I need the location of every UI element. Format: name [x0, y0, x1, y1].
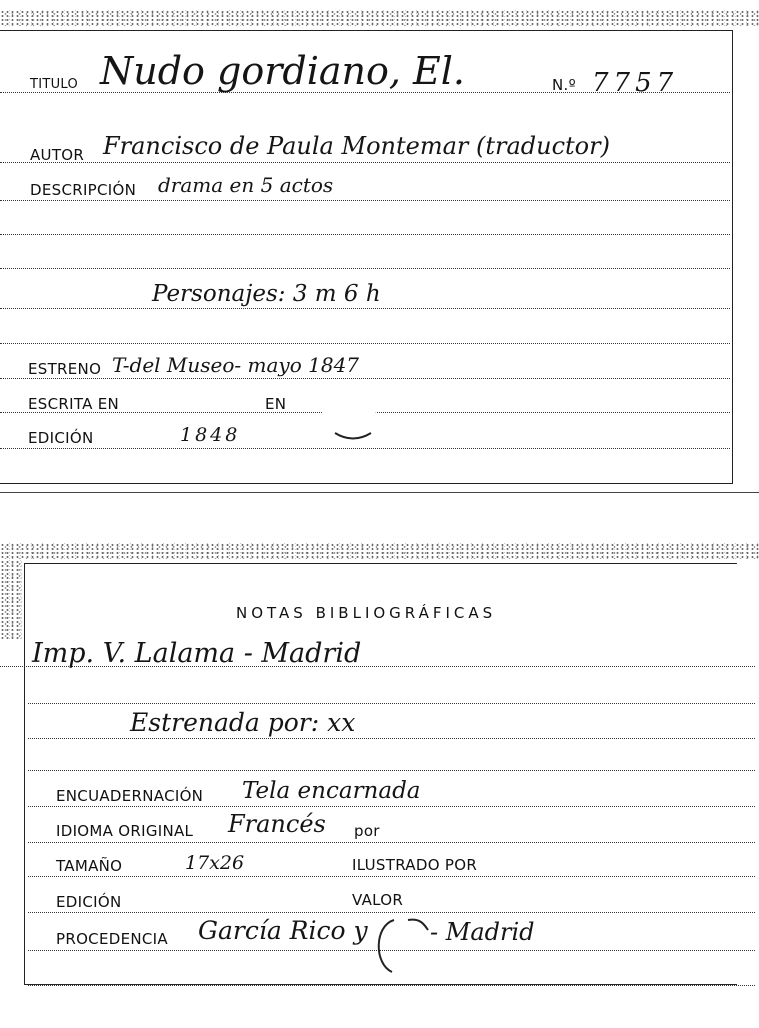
por-label: por — [354, 822, 380, 840]
idioma-value: Francés — [228, 810, 326, 838]
nota-imprenta: Imp. V. Lalama - Madrid — [32, 638, 362, 669]
encuadernacion-label: ENCUADERNACIÓN — [56, 787, 204, 805]
descripcion-value: drama en 5 actos — [158, 173, 334, 197]
scan-noise-top — [0, 10, 759, 26]
tilde-mark — [333, 428, 373, 442]
edicion-value: 1848 — [180, 424, 241, 446]
tamano-value: 17x26 — [185, 852, 245, 874]
autor-label: AUTOR — [30, 146, 85, 164]
idioma-label: IDIOMA ORIGINAL — [56, 822, 194, 840]
personajes-value: Personajes: 3 m 6 h — [152, 281, 381, 307]
encuadernacion-value: Tela encarnada — [242, 778, 421, 804]
dotted-line — [0, 378, 730, 379]
dotted-line — [0, 448, 730, 449]
dotted-line — [0, 234, 730, 235]
titulo-label: TITULO — [30, 77, 79, 92]
dotted-line — [28, 770, 755, 771]
titulo-value: Nudo gordiano, El. — [100, 49, 465, 93]
dotted-line — [0, 162, 730, 163]
dotted-line — [28, 806, 755, 807]
ilustrado-label: ILUSTRADO POR — [352, 856, 478, 874]
edicion-label: EDICIÓN — [28, 429, 94, 447]
dotted-line — [28, 842, 755, 843]
estreno-label: ESTRENO — [28, 360, 102, 378]
dotted-line — [0, 268, 730, 269]
autor-value: Francisco de Paula Montemar (traductor) — [103, 132, 610, 160]
numero-label: N.º — [552, 76, 576, 94]
numero-value: 7757 — [592, 68, 679, 98]
dotted-line — [28, 738, 755, 739]
dotted-line — [28, 985, 755, 986]
scan-noise-left — [0, 560, 22, 640]
procedencia-value: García Rico y — [198, 916, 368, 945]
card-separator — [0, 492, 759, 493]
paper-blot — [318, 390, 380, 420]
dotted-line — [0, 200, 730, 201]
descripcion-label: DESCRIPCIÓN — [30, 181, 137, 199]
valor-label: VALOR — [352, 891, 404, 909]
dotted-line — [28, 876, 755, 877]
estreno-value: T-del Museo- mayo 1847 — [112, 353, 360, 377]
procedencia-label: PROCEDENCIA — [56, 930, 168, 948]
dotted-line — [28, 703, 755, 704]
escrita-label: ESCRITA EN — [28, 395, 120, 413]
notas-heading: NOTAS BIBLIOGRÁFICAS — [236, 604, 497, 622]
dotted-line — [0, 308, 730, 309]
dotted-line — [0, 343, 730, 344]
edicion2-label: EDICIÓN — [56, 893, 122, 911]
procedencia-city: - Madrid — [430, 918, 535, 946]
nota-estrenada: Estrenada por: xx — [130, 708, 356, 737]
tamano-label: TAMAÑO — [56, 857, 123, 875]
bracket-mark — [368, 912, 438, 982]
en-label: EN — [265, 395, 287, 413]
scan-noise-bottom — [0, 543, 759, 559]
